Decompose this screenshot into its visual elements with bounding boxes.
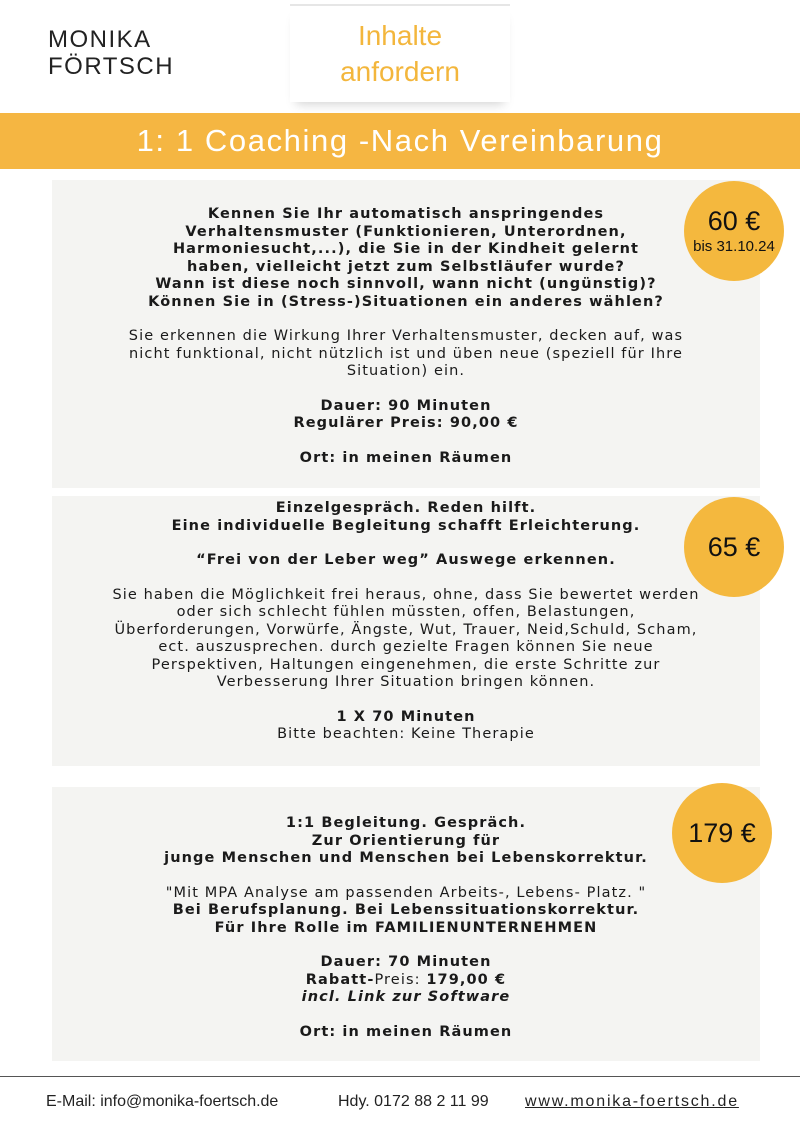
offer-3-discount-value: 179,00 € [426,971,507,988]
offer-2-description-line: Überforderungen, Vorwürfe, Ängste, Wut, Trauer, Neid,Schuld, Scham, [114,621,698,638]
offer-2-quote: “Frei von der Leber weg” Auswege erkennen. [196,552,616,568]
logo [48,26,174,80]
offer-2-description-line: ect. auszusprechen. durch gezielte Fragen können Sie neue [158,639,654,655]
offer-3-focus-1: Bei Berufsplanung. Bei Lebenssituationskorrektur. [172,902,640,918]
offer-3-discount-word: Preis: [374,971,421,988]
offer-card-conversation [52,496,760,766]
offer-2-description-line: Perspektiven, Haltungen eingenehmen, die erste Schritte zur [151,656,661,673]
price-badge-3 [672,783,772,883]
offer-2-content [52,500,760,744]
price-badge-1-amount: 60 € [707,206,761,236]
offer-1-regular-price: Regulärer Preis: 90,00 € [293,415,519,431]
offer-3-headline-3: junge Menschen und Menschen bei Lebenskorrektur. [164,850,648,866]
offer-1-question-line: Wann ist diese noch sinnvoll, wann nicht (ungünstig)? [155,276,657,292]
footer-website-link[interactable]: www.monika-foertsch.de [525,1093,739,1110]
offer-2-description-line: Sie haben die Möglichkeit frei heraus, ohne, dass Sie bewertet werden [112,586,700,603]
footer-phone[interactable]: Hdy. 0172 88 2 11 99 [338,1093,489,1110]
offer-2-headline-2: Eine individuelle Begleitung schafft Erleichterung. [171,517,641,534]
offer-1-question-line: Können Sie in (Stress-)Situationen ein anderes wählen? [148,293,664,310]
price-badge-2-amount: 65 € [707,532,761,562]
offer-1-description-line: Situation) ein. [346,363,466,379]
offer-1-question-line: haben, vielleicht jetzt zum Selbstläufer wurde? [187,258,625,275]
offer-1-question-line: Kennen Sie Ihr automatisch anspringendes [207,206,605,222]
offer-3-location: Ort: in meinen Räumen [299,1023,513,1040]
offer-1-description-line: nicht funktional, nicht nützlich ist und üben neue (speziell für Ihre [128,345,684,362]
offer-1-description [52,328,760,381]
offer-1-description-line: Sie erkennen die Wirkung Ihrer Verhaltensmuster, decken auf, was [128,328,684,344]
offer-card-orientation [52,787,760,1061]
offer-1-questions [52,206,760,311]
request-content-button[interactable] [290,4,510,102]
offer-card-behavior-patterns [52,180,760,488]
offer-3-discount-label: Rabatt- [305,971,375,988]
offer-3-duration: Dauer: 70 Minuten [320,954,492,970]
logo-line-2: FÖRTSCH [48,53,175,80]
price-badge-1 [684,181,784,281]
offer-1-content [52,206,760,467]
price-badge-1-note: bis 31.10.24 [693,238,775,255]
price-badge-2 [684,497,784,597]
offer-2-description [52,587,760,692]
offer-3-software: incl. Link zur Software [301,989,511,1005]
offer-3-headline-1: 1:1 Begleitung. Gespräch. [285,815,527,831]
offer-3-quote: "Mit MPA Analyse am passenden Arbeits-, Lebens- Platz. " [165,884,647,901]
offer-2-sessions: 1 X 70 Minuten [336,708,476,725]
request-content-line-2: anfordern [340,56,460,87]
offer-1-location: Ort: in meinen Räumen [299,449,513,466]
footer-email[interactable]: E-Mail: info@monika-foertsch.de [46,1093,279,1110]
footer-divider [0,1076,800,1077]
logo-line-1: MONIKA [48,26,152,53]
offer-2-disclaimer: Bitte beachten: Keine Therapie [277,726,535,742]
offer-1-question-line: Harmoniesucht,...), die Sie in der Kindheit gelernt [172,241,640,257]
offer-3-focus-2: Für Ihre Rolle im FAMILIENUNTERNEHMEN [214,919,598,936]
offer-3-headline-2: Zur Orientierung für [311,832,501,849]
offer-2-description-line: Verbesserung Ihrer Situation bringen können. [216,674,596,690]
offer-1-question-line: Verhaltensmuster (Funktionieren, Unterordnen, [185,223,627,240]
offer-2-headline-1: Einzelgespräch. Reden hilft. [275,500,537,516]
section-banner [0,113,800,169]
offer-2-description-line: oder sich schlecht fühlen müssten, offen, Belastungen, [176,604,636,620]
request-content-line-1: Inhalte [357,20,443,51]
price-badge-3-amount: 179 € [688,818,756,848]
offer-1-duration: Dauer: 90 Minuten [320,397,492,414]
offer-3-discount-price [52,972,760,990]
banner-title: 1: 1 Coaching -Nach Vereinbarung [136,123,664,158]
offer-3-content [52,815,760,1041]
